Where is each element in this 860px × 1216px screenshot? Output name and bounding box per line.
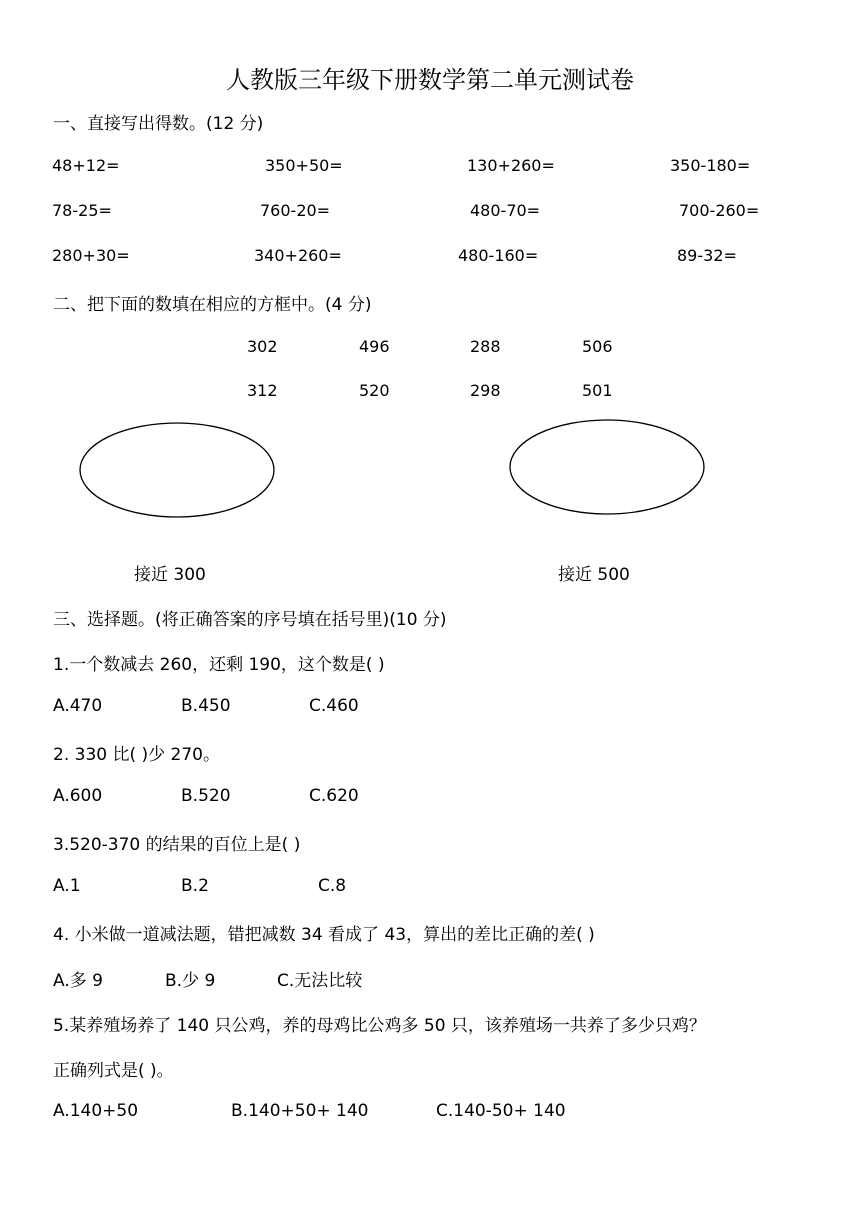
section2-heading: 二、把下面的数填在相应的方框中。(4 分) xyxy=(53,295,372,315)
calc-item: 350+50= xyxy=(265,156,343,175)
calc-item: 760-20= xyxy=(260,201,331,220)
option-b: B.140+50+ 140 xyxy=(231,1101,369,1121)
calc-item: 480-160= xyxy=(458,246,539,265)
calc-item: 48+12= xyxy=(52,156,120,175)
number-item: 520 xyxy=(359,381,390,400)
option-c: C.460 xyxy=(309,696,359,716)
option-a: A.1 xyxy=(53,876,81,896)
option-b: B.少 9 xyxy=(165,971,216,991)
option-a: A.470 xyxy=(53,696,103,716)
calc-item: 78-25= xyxy=(52,201,112,220)
question-2: 2. 330 比( )少 270。 xyxy=(53,745,220,765)
oval-label-left: 接近 300 xyxy=(134,565,206,585)
answer-oval-near-500[interactable] xyxy=(506,418,708,518)
question-5: 5.某养殖场养了 140 只公鸡，养的母鸡比公鸡多 50 只，该养殖场一共养了多少只鸡？ xyxy=(53,1016,706,1036)
option-c: C.8 xyxy=(318,876,347,896)
number-item: 288 xyxy=(470,337,501,356)
number-item: 506 xyxy=(582,337,613,356)
calc-item: 89-32= xyxy=(677,246,737,265)
option-a: A.140+50 xyxy=(53,1101,139,1121)
option-b: B.450 xyxy=(181,696,231,716)
question-5-line2: 正确列式是( )。 xyxy=(53,1061,174,1081)
calc-item: 280+30= xyxy=(52,246,130,265)
option-b: B.2 xyxy=(181,876,209,896)
option-c: C.无法比较 xyxy=(277,971,363,991)
calc-item: 480-70= xyxy=(470,201,541,220)
calc-item: 340+260= xyxy=(254,246,342,265)
calc-item: 130+260= xyxy=(467,156,555,175)
question-1: 1.一个数减去 260，还剩 190，这个数是( ) xyxy=(53,655,385,675)
calc-item: 350-180= xyxy=(670,156,751,175)
number-item: 496 xyxy=(359,337,390,356)
answer-oval-near-300[interactable] xyxy=(76,421,278,521)
option-c: C.140-50+ 140 xyxy=(436,1101,566,1121)
question-3: 3.520-370 的结果的百位上是( ) xyxy=(53,835,301,855)
section3-heading: 三、选择题。(将正确答案的序号填在括号里)(10 分) xyxy=(53,610,447,630)
page-title: 人教版三年级下册数学第二单元测试卷 xyxy=(226,66,634,94)
number-item: 312 xyxy=(247,381,278,400)
option-b: B.520 xyxy=(181,786,231,806)
calc-item: 700-260= xyxy=(679,201,760,220)
number-item: 501 xyxy=(582,381,613,400)
question-4: 4. 小米做一道减法题，错把减数 34 看成了 43，算出的差比正确的差( ) xyxy=(53,925,595,945)
option-c: C.620 xyxy=(309,786,359,806)
number-item: 298 xyxy=(470,381,501,400)
number-item: 302 xyxy=(247,337,278,356)
option-a: A.多 9 xyxy=(53,971,103,991)
option-a: A.600 xyxy=(53,786,103,806)
section1-heading: 一、直接写出得数。(12 分) xyxy=(53,114,264,134)
oval-label-right: 接近 500 xyxy=(558,565,630,585)
